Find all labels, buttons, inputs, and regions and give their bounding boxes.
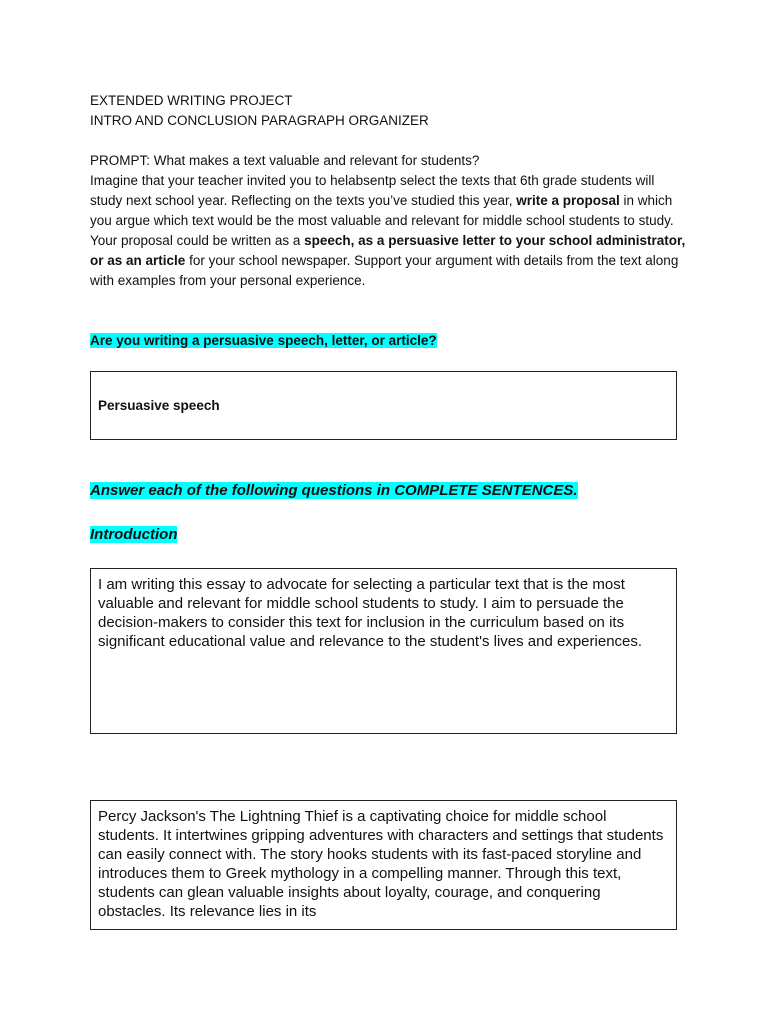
prompt-bold-proposal: write a proposal: [516, 193, 620, 208]
prompt-text-2: in which you argue which text would be the most valuable and relevant for middle school students to study. Your proposal could be written as a: [90, 193, 674, 248]
prompt-question: PROMPT: What makes a text valuable and relevant for students?: [90, 153, 480, 168]
intro-answer-box[interactable]: [90, 568, 677, 734]
prompt-section: [90, 151, 690, 291]
instruction-text: Answer each of the following questions in COMPLETE SENTENCES.: [90, 482, 578, 499]
document-header: [90, 91, 690, 131]
header-subtitle: INTRO AND CONCLUSION PARAGRAPH ORGANIZER: [90, 113, 429, 128]
header-title: EXTENDED WRITING PROJECT: [90, 93, 293, 108]
text-answer-box[interactable]: [90, 800, 677, 930]
introduction-heading-text: Introduction: [90, 526, 178, 543]
introduction-heading: [90, 524, 177, 546]
prompt-instructions: [90, 171, 690, 291]
format-question-text: Are you writing a persuasive speech, letter, or article?: [90, 333, 437, 348]
format-question: [90, 331, 437, 351]
prompt-text-3: for your school newspaper. Support your argument with details from the text along with examples from your personal experience.: [90, 253, 679, 288]
text-answer-text: Percy Jackson's The Lightning Thief is a captivating choice for middle school students. It intertwines gripping adventures with characters and settings that students can easily connect with. The story hooks students with its fast-paced storyline and introduces them to Greek mythology in a compelling manner. Through this text, students can glean valuable insights about loyalty, courage, and conquering obstacles. Its relevance lies in its: [98, 808, 664, 920]
instruction-line: [90, 480, 578, 502]
format-answer-text: Persuasive speech: [98, 398, 220, 413]
format-answer-box[interactable]: [90, 371, 677, 440]
intro-answer-text: I am writing this essay to advocate for selecting a particular text that is the most valuable and relevant for middle school students to study. I aim to persuade the decision-makers to consider this text for inclusion in the curriculum based on its significant educational value and relevance to the student's lives and experiences.: [98, 576, 643, 650]
prompt-text-1: Imagine that your teacher invited you to helabsentp select the texts that 6th grade students will study next school year. Reflecting on the texts you’ve studied this year,: [90, 173, 655, 208]
prompt-bold-formats: speech, as a persuasive letter to your school administrator, or as an article: [90, 233, 686, 268]
